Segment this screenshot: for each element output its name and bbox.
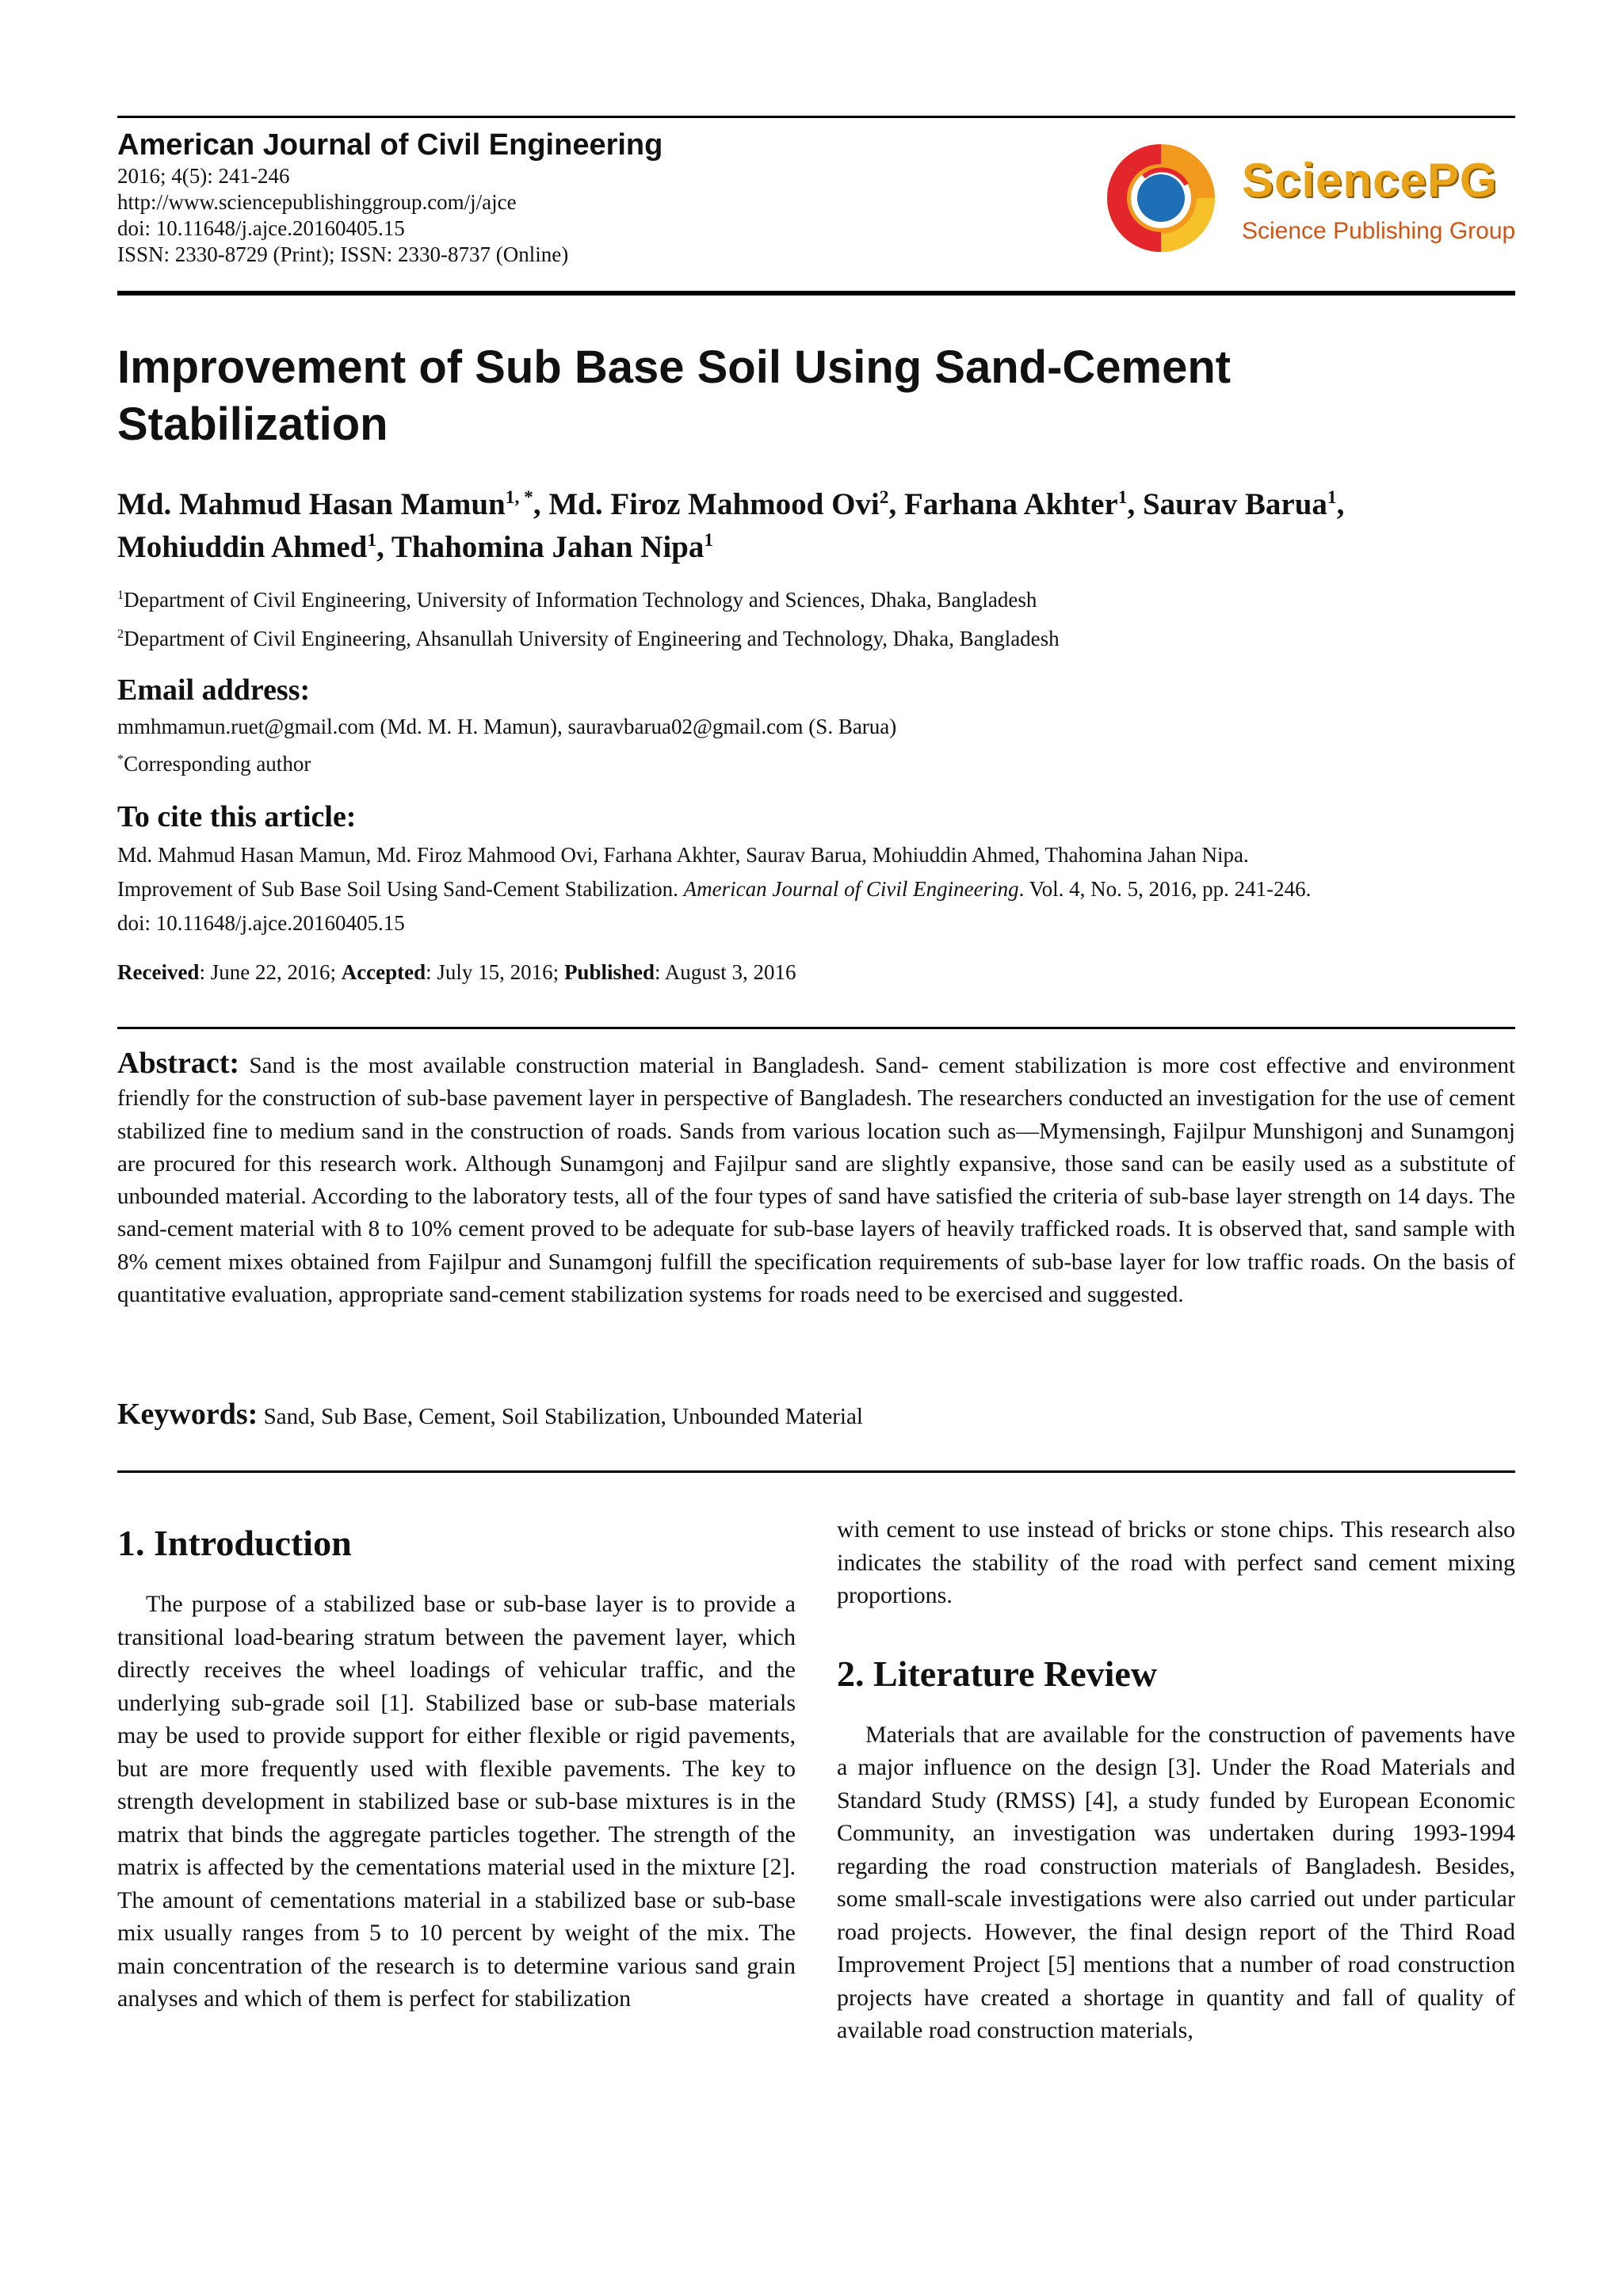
abstract-text: Sand is the most available construction material in Bangladesh. Sand- cement stabilization is more cost effective and environment friendly for the construction of sub-base pavement layer in perspective of Bangladesh. The researchers conducted an investigation for the use of cement stabilized fine to medium sand in the construction of roads. Sands from various location such as—Mymensingh, Fajilpur Munshigonj and Sunamgonj are procured for this research work. Although Sunamgonj and Fajilpur sand are slightly expansive, those sand can be easily used as a substitute of unbounded material. According to the laboratory tests, all of the four types of sand have satisfied the criteria of sub-base layer strength on 14 days. The sand-cement material with 8 to 10% cement proved to be adequate for sub-base layers of heavily trafficked roads. It is observed that, sand sample with 8% cement mixes obtained from Fajilpur and Sunamgonj fulfill the specification requirements of sub-base layer for low traffic roads. On the basis of quantitative evaluation, appropriate sand-cement stabilization systems for roads need to be exercised and suggested. <box>117 1053 1516 1308</box>
citation-title: Improvement of Sub Base Soil Using Sand-Cement Stabilization. <box>117 877 684 901</box>
author-name: Md. Mahmud Hasan Mamun <box>117 487 506 521</box>
received-label: Received <box>117 960 200 984</box>
keywords <box>117 1396 1515 1435</box>
citation-doi: doi: 10.11648/j.ajce.20160405.15 <box>117 911 405 935</box>
author-name: Thahomina Jahan Nipa <box>391 530 705 564</box>
citation-title-line <box>117 872 1520 906</box>
abstract <box>117 1047 1515 1311</box>
affiliation-text: Department of Civil Engineering, University of Information Technology and Sciences, Dhaka, Bangladesh <box>124 588 1037 612</box>
keywords-text: Sand, Sub Base, Cement, Soil Stabilization, Unbounded Material <box>263 1404 863 1429</box>
received-date: : June 22, 2016; <box>199 960 342 984</box>
author-name: Saurav Barua <box>1142 487 1327 521</box>
author-affil-mark: 1, * <box>505 487 533 508</box>
left-column <box>117 1521 796 2016</box>
published-date: : August 3, 2016 <box>655 960 796 984</box>
author-affil-mark: 2 <box>879 487 889 508</box>
corresponding-mark: * <box>117 752 124 766</box>
author-separator: , <box>533 487 549 521</box>
affiliation <box>117 586 1515 613</box>
journal-url[interactable]: http://www.sciencepublishinggroup.com/j/ajce <box>117 190 517 214</box>
journal-name: American Journal of Civil Engineering <box>117 128 663 162</box>
author-name: Mohiuddin Ahmed <box>117 530 368 564</box>
journal-issn: ISSN: 2330-8729 (Print); ISSN: 2330-8737 (Online) <box>117 242 569 266</box>
accepted-date: : July 15, 2016; <box>426 960 564 984</box>
header-top-rule <box>117 116 1515 118</box>
author-separator: , <box>1127 487 1143 521</box>
introduction-paragraph-continued: with cement to use instead of bricks or stone chips. This research also indicates the stability of the road with perfect sand cement mixing proportions. <box>837 1516 1515 1608</box>
journal-info <box>117 127 1068 268</box>
corresponding-text: Corresponding author <box>124 752 311 776</box>
logo-name: SciencePG <box>1242 154 1498 207</box>
section-heading-introduction: 1. Introduction <box>117 1523 352 1563</box>
literature-review-paragraph: Materials that are available for the construction of pavements have a major influence on the design [3]. Under the Road Materials and Standard Study (RMSS) [4], a study funded by European Economic Community, an investigation was undertaken during 1993-1994 regarding the road construction materials of Bangladesh. Besides, some small-scale investigations were also carried out under particular road projects. However, the final design report of the Third Road Improvement Project [5] mentions that a number of road construction projects have created a shortage in quantity and fall of quality of available road construction materials, <box>837 1721 1515 2043</box>
publication-dates <box>117 957 1520 987</box>
abstract-top-rule <box>117 1027 1515 1029</box>
introduction-paragraph: The purpose of a stabilized base or sub-base layer is to provide a transitional load-bearing stratum between the pavement layer, which directly receives the wheel loadings of vehicular traffic, and the underlying sub-grade soil [1]. Stabilized base or sub-base materials may be used to provide support for either flexible or rigid pavements, but are more frequently used with flexible pavements. The key to strength development in stabilized base or sub-base mixtures is in the matrix that binds the aggregate particles together. The strength of the matrix is affected by the cementations material used in the mixture [2]. The amount of cementations material in a stabilized base or sub-base mix usually ranges from 5 to 10 percent by weight of the mix. The main concentration of the research is to determine various sand grain analyses and which of them is perfect for stabilization <box>117 1591 796 2012</box>
affiliation-number: 1 <box>117 588 124 602</box>
author-affil-mark: 1 <box>1117 487 1128 508</box>
abstract-label: Abstract: <box>117 1047 240 1080</box>
author-name: Farhana Akhter <box>903 487 1118 521</box>
paper-title-line2: Stabilization <box>117 399 388 450</box>
email-heading: Email address: <box>117 673 311 707</box>
cite-heading: To cite this article: <box>117 800 357 833</box>
affiliation-number: 2 <box>117 627 124 641</box>
author-list <box>117 483 1515 569</box>
affiliation-text: Department of Civil Engineering, Ahsanullah University of Engineering and Technology, Dhaka, Bangladesh <box>124 627 1060 650</box>
author-affil-mark: 1 <box>1327 487 1337 508</box>
journal-doi: doi: 10.11648/j.ajce.20160405.15 <box>117 216 405 240</box>
header-bottom-rule <box>117 291 1515 296</box>
sciencepg-emblem-icon <box>1098 139 1224 257</box>
published-label: Published <box>563 960 655 984</box>
author-name: Md. Firoz Mahmood Ovi <box>548 487 880 521</box>
citation-journal: American Journal of Civil Engineering <box>683 877 1019 901</box>
author-separator: , <box>1336 487 1345 521</box>
citation-authors: Md. Mahmud Hasan Mamun, Md. Firoz Mahmood Ovi, Farhana Akhter, Saurav Barua, Mohiuddin Ahmed, Thahomina Jahan Nipa. <box>117 843 1249 867</box>
logo-subtitle: Science Publishing Group <box>1242 218 1516 244</box>
sciencepg-logo <box>1098 139 1518 257</box>
citation <box>117 838 1520 940</box>
citation-volume: . Vol. 4, No. 5, 2016, pp. 241-246. <box>1018 877 1312 901</box>
author-affil-mark: 1 <box>704 530 714 551</box>
email-addresses[interactable]: mmhmamun.ruet@gmail.com (Md. M. H. Mamun), sauravbarua02@gmail.com (S. Barua) <box>117 715 897 738</box>
right-column <box>837 1513 1515 2047</box>
keywords-label: Keywords: <box>117 1398 258 1431</box>
keywords-bottom-rule <box>117 1470 1515 1473</box>
corresponding-author <box>117 749 1520 779</box>
journal-volume: 2016; 4(5): 241-246 <box>117 164 290 188</box>
author-separator: , <box>376 530 391 564</box>
affiliation <box>117 625 1515 652</box>
paper-title-line1: Improvement of Sub Base Soil Using Sand-Cement <box>117 341 1232 393</box>
accepted-label: Accepted <box>341 960 426 984</box>
author-separator: , <box>888 487 904 521</box>
author-affil-mark: 1 <box>367 530 377 551</box>
section-heading-literature-review: 2. Literature Review <box>837 1653 1158 1694</box>
paper-title <box>117 339 1515 453</box>
